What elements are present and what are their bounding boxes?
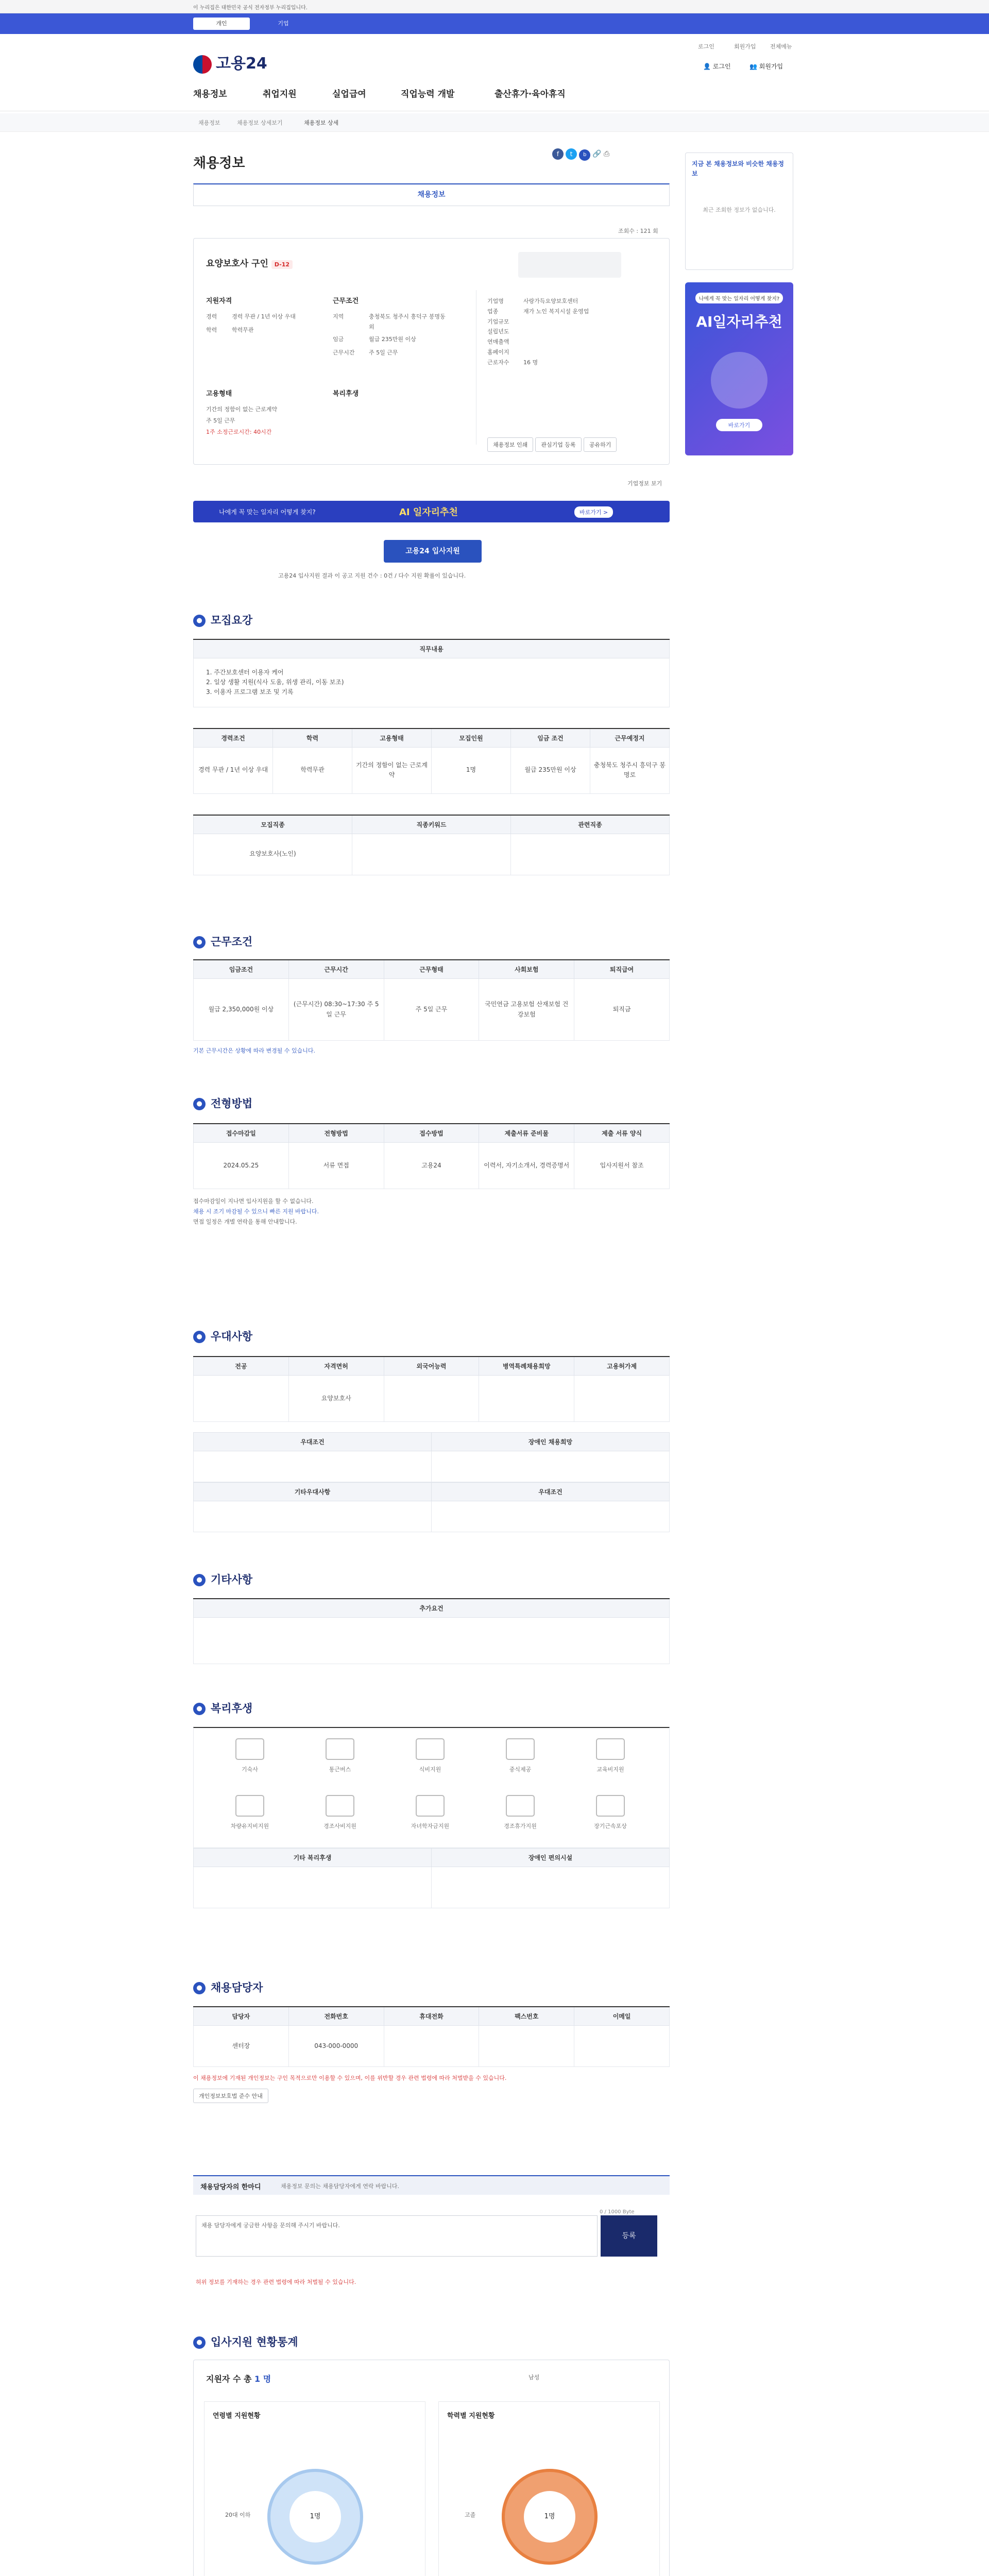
job-title: 요양보호사 구인 D-12: [206, 256, 293, 269]
tab-personal[interactable]: 개인: [193, 18, 250, 30]
hours-value: 주 5일 근무: [369, 349, 398, 356]
section-condition-title: ● 근무조건: [193, 934, 252, 949]
region-label: 지역: [333, 313, 344, 320]
apply-button[interactable]: 고용24 입사지원: [384, 540, 482, 563]
user-icon: 👤: [703, 63, 711, 70]
nav-leave[interactable]: 출산휴가·육아휴직: [494, 89, 566, 99]
breadcrumb-home[interactable]: 채용정보: [198, 120, 220, 126]
emp-sub: 주 5일 근무: [206, 417, 235, 424]
person-plus-icon: 👥: [749, 63, 757, 70]
chart-edu-donut: [502, 2469, 598, 2565]
util-signup-link[interactable]: 회원가입: [734, 43, 756, 50]
applicant-total: 지원자 수 총 1 명: [206, 2374, 271, 2384]
section-icon: ●: [193, 615, 206, 627]
summary-buttons: [487, 437, 617, 452]
robot-icon: [711, 352, 768, 409]
site-logo[interactable]: 고용24: [193, 50, 267, 74]
nav-training[interactable]: 직업능력 개발: [401, 89, 455, 99]
byte-counter: 0 / 1000 Byte: [600, 2209, 635, 2215]
comment-submit-button[interactable]: 등록: [601, 2215, 657, 2257]
login-button[interactable]: 👤 로그인: [703, 63, 731, 70]
link-icon[interactable]: 🔗: [592, 150, 602, 158]
company-logo-placeholder: [518, 252, 621, 278]
nav-benefit[interactable]: 실업급여: [332, 89, 366, 99]
company-info: 기업명 사랑가득요양보호센터 업종 재가 노인 복지시설 운영업 기업규모 설립년도 연매출액 홈페이지 근로자수 16 명: [487, 298, 589, 366]
dormitory-icon: [235, 1738, 264, 1760]
lunch-icon: [506, 1738, 535, 1760]
breadcrumb-current: 채용정보 상세: [304, 120, 339, 126]
page-title: 채용정보: [193, 156, 245, 171]
blog-icon[interactable]: b: [579, 149, 590, 161]
welfare-item: 통근버스: [304, 1733, 376, 1785]
career-value: 경력 무관 / 1년 이상 우대: [232, 313, 296, 320]
section-etc-title: ● 기타사항: [193, 1571, 252, 1587]
section-process-title: ● 전형방법: [193, 1095, 252, 1111]
section-recruit-title: ● 모집요강: [193, 612, 252, 628]
welfare-item: 식비지원: [395, 1733, 466, 1785]
section-icon: ●: [193, 1574, 206, 1586]
manager-comment-header: 채용담당자의 한마디 채용정보 문의는 채용담당자에게 연락 바랍니다.: [193, 2175, 670, 2195]
section-icon: ●: [193, 1982, 206, 1994]
share-button[interactable]: 공유하기: [584, 437, 617, 452]
breadcrumb: [0, 113, 989, 132]
recruit-table: 직무내용 1. 주간보호센터 이용자 케어 2. 일상 생활 지원(식사 도움, 위생 관리, 이동 보조) 3. 이용자 프로그램 보조 및 기록 경력조건 학력 고용형태 모집인원 임금 조건 근무예정지 경력 무관 / 1년 이상 우대 학력무관 기간의 정함이 없는 근로계약 1명 월급 235만원 이상 충청북도 청주시 흥덕구 봉명로 모집직종 직종키워드 관련직종 요양보호사(노인): [193, 639, 670, 875]
welfare-item: 중식제공: [485, 1733, 556, 1785]
top-tab-bar: [0, 13, 989, 34]
comment-textarea[interactable]: 채용 담당자에게 궁금한 사항을 문의해 주시기 바랍니다.: [196, 2215, 598, 2257]
emp-head: 고용형태: [206, 390, 232, 398]
welfare-head: 복리후생: [333, 390, 359, 398]
process-table: 접수마감일 전형방법 접수방법 제출서류 준비물 제출 서류 양식 2024.05.25 서류 면접 고용24 이력서, 자기소개서, 경력증명서 입사지원서 참조 접수마감일이 지나면 입사지원을 할 수 없습니다. 채용 시 조기 마감될 수 있으니 빠른 지원 바랍니다. 면접 일정은 개별 연락을 통해 안내합니다.: [193, 1123, 670, 1227]
award-icon: [596, 1795, 625, 1817]
emp-hours-red: 1주 소정근로시간: 40시간: [206, 429, 272, 435]
wage-label: 임금: [333, 336, 344, 343]
apply-note: 고용24 입사지원 결과 이 공고 지원 건수 : 0건 / 다수 지원 확률이 있습니다.: [278, 572, 466, 579]
qualification-head: 지원자격: [206, 297, 232, 305]
stats-card: [193, 2360, 670, 2576]
condition-head: 근무조건: [333, 297, 359, 305]
print-icon[interactable]: ⎙: [604, 150, 610, 158]
career-label: 경력: [206, 313, 217, 320]
tab-job-info[interactable]: 채용정보: [193, 183, 670, 206]
welfare-item: 기숙사: [214, 1733, 285, 1785]
chart-age-value: 1명: [289, 2491, 341, 2543]
d-day-badge: D-12: [271, 260, 293, 269]
privacy-law-button[interactable]: 개인정보보호법 준수 안내: [193, 2089, 268, 2103]
condition-table: 임금조건 근무시간 근무형태 사회보험 퇴직급여 월급 2,350,000원 이상 (근무시간) 08:30~17:30 주 5일 근무 주 5일 근무 국민연금 고용보험 산재보험 건강보험 퇴직금 기본 근무시간은 상황에 따라 변경될 수 있습니다.: [193, 959, 670, 1056]
welfare-grid: 기숙사 통근버스 식비지원 중식제공 교육비지원 차량유지비지원 경조사비지원 자녀학자금지원 경조휴가지원 장기근속포상 기타 복리후생 장애인 편의시설: [193, 1727, 670, 1908]
twitter-icon[interactable]: t: [566, 148, 577, 160]
condition-note: 기본 근무시간은 상황에 따라 변경될 수 있습니다.: [193, 1047, 315, 1054]
section-preference-title: ● 우대사항: [193, 1328, 252, 1344]
section-icon: ●: [193, 936, 206, 948]
summary-card: [193, 238, 670, 465]
gov-banner-text: 이 누리집은 대한민국 공식 전자정부 누리집입니다.: [193, 5, 308, 11]
welfare-item: 차량유지비지원: [214, 1790, 285, 1841]
education-icon: [596, 1738, 625, 1760]
meal-icon: [416, 1738, 445, 1760]
section-icon: ●: [193, 1703, 206, 1715]
chart-edu-title: 학력별 지원현황: [447, 2412, 495, 2420]
comment-note: 허위 정보를 기재하는 경우 관련 법령에 따라 처벌될 수 있습니다.: [196, 2279, 356, 2285]
section-welfare-title: ● 복리후생: [193, 1700, 252, 1716]
chart-age: [204, 2401, 425, 2576]
company-info-link[interactable]: 기업정보 보기: [627, 480, 662, 487]
views-count: 조회수 : 121 회: [618, 228, 658, 234]
facebook-icon[interactable]: f: [552, 148, 564, 160]
breadcrumb-item[interactable]: 채용정보 상세보기: [237, 120, 283, 126]
header: [0, 34, 989, 111]
section-icon: ●: [193, 1331, 206, 1343]
car-icon: [235, 1795, 264, 1817]
region-value: 충청북도 청주시 흥덕구 봉명동 외: [369, 313, 446, 330]
chart-age-title: 연령별 지원현황: [213, 2412, 261, 2420]
share-icons: [552, 148, 609, 161]
welfare-item: 경조사비지원: [304, 1790, 376, 1841]
bus-icon: [326, 1738, 354, 1760]
nav-jobs[interactable]: 채용정보: [193, 89, 227, 99]
gift-icon: [326, 1795, 354, 1817]
chart-edu-label: 고졸: [465, 2512, 476, 2518]
section-contact-title: ● 채용담당자: [193, 1979, 263, 1995]
welfare-item: 자녀학자금지원: [395, 1790, 466, 1841]
emp-type: 기간의 정함이 없는 근로계약: [206, 406, 278, 413]
tab-company[interactable]: 기업: [278, 20, 289, 27]
edu-label: 학력: [206, 327, 217, 333]
chart-age-donut: [267, 2469, 363, 2565]
nav-support[interactable]: 취업지원: [263, 89, 297, 99]
preference-table: 전공 자격면허 외국어능력 병역특례채용희망 고용허가제 요양보호사 우대조건 장애인 채용희망 기타우대사항 우대조건: [193, 1356, 670, 1532]
edu-value: 학력무관: [232, 327, 254, 333]
section-stats-title: ● 입사지원 현황통계: [193, 2334, 298, 2349]
section-icon: ●: [193, 1098, 206, 1110]
ai-banner[interactable]: 나에게 꼭 맞는 일자리 어떻게 찾지? AI 일자리추천 바로가기 >: [193, 501, 670, 522]
chart-edu: [438, 2401, 660, 2576]
bookmark-button[interactable]: 관심기업 등록: [535, 437, 581, 452]
print-button[interactable]: 채용정보 인쇄: [487, 437, 533, 452]
gov-banner: [0, 0, 989, 13]
wage-value: 월급 235만원 이상: [369, 336, 416, 343]
section-icon: ●: [193, 2336, 206, 2349]
util-menu-link[interactable]: 전체메뉴: [770, 43, 792, 50]
side-similar-jobs: 지금 본 채용정보와 비슷한 채용정보 최근 조회한 정보가 없습니다.: [685, 152, 793, 270]
etc-table: 추가요건: [193, 1598, 670, 1664]
contact-table: 담당자 전화번호 휴대전화 팩스번호 이메일 센터장 043-000-0000 이 채용정보에 기재된 개인정보는 구인 목적으로만 이용할 수 있으며, 이를 위반할 경우 관련 법령에 따라 처벌받을 수 있습니다. 개인정보보호법 준수 안내: [193, 2006, 670, 2103]
calendar-icon: [506, 1795, 535, 1817]
signup-button[interactable]: 👥 회원가입: [749, 63, 783, 70]
side-ai-ad[interactable]: 나에게 꼭 맞는 일자리 어떻게 찾지? AI일자리추천 바로가기: [685, 282, 793, 455]
legend-note: 남성: [528, 2374, 540, 2381]
util-login-link[interactable]: 로그인: [698, 43, 714, 50]
logo-icon: [193, 55, 212, 74]
chart-edu-value: 1명: [524, 2491, 575, 2543]
welfare-item: 경조휴가지원: [485, 1790, 556, 1841]
welfare-item: 교육비지원: [575, 1733, 646, 1785]
scholarship-icon: [416, 1795, 445, 1817]
welfare-item: 장기근속포상: [575, 1790, 646, 1841]
ai-banner-cta: 바로가기 >: [574, 506, 613, 518]
hours-label: 근무시간: [333, 349, 355, 356]
chart-age-label: 20대 이하: [225, 2512, 251, 2518]
